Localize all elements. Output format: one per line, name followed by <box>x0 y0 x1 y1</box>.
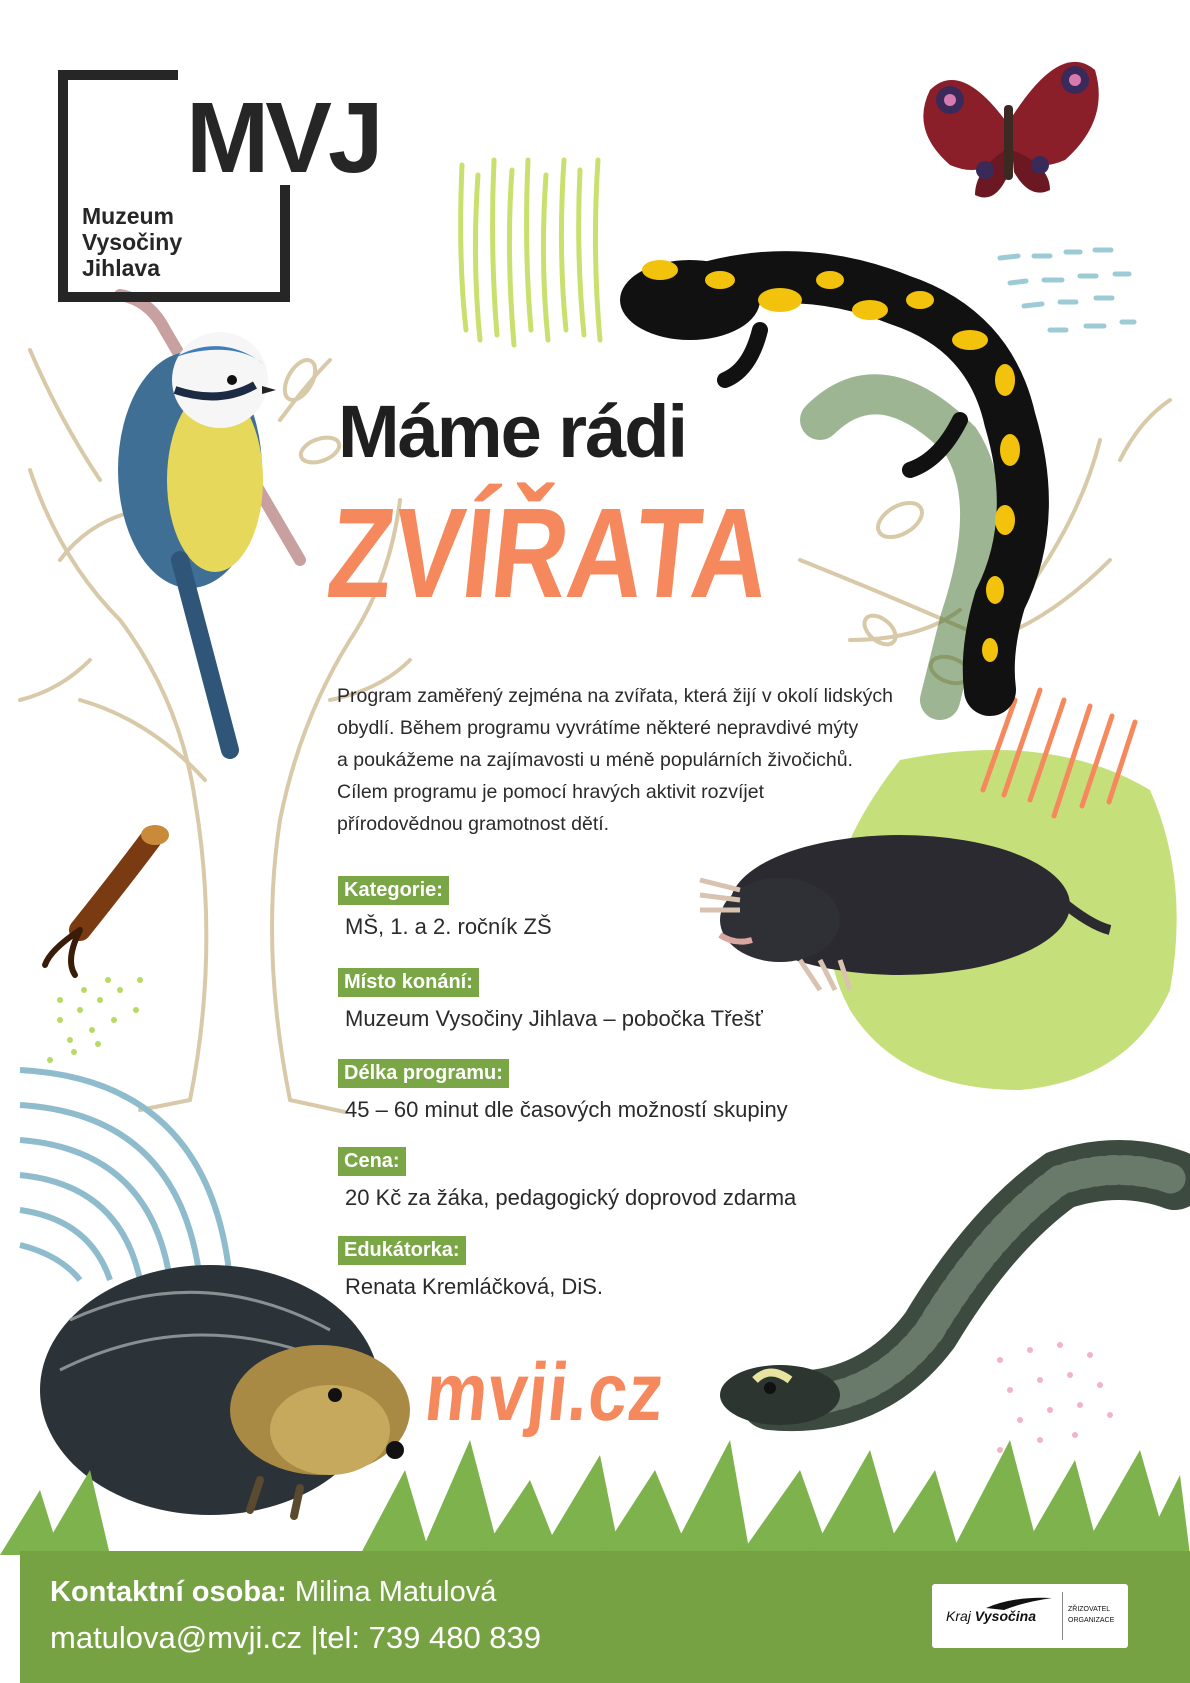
earwig-illustration <box>45 825 169 975</box>
contact-phone[interactable]: tel: 739 480 839 <box>318 1620 542 1655</box>
info-category <box>338 876 552 940</box>
category-label: Kategorie: <box>338 876 449 905</box>
info-place <box>338 968 763 1032</box>
founder-line: ZŘIZOVATEL <box>1068 1606 1111 1613</box>
price-label: Cena: <box>338 1147 406 1176</box>
description-line: Cílem programu je pomocí hravých aktivit rozvíjet <box>337 781 764 803</box>
info-duration <box>338 1059 788 1123</box>
duration-value: 45 – 60 minut dle časových možností skupiny <box>345 1097 788 1122</box>
description-line: a poukážeme na zajímavosti u méně populárních živočichů. <box>337 749 853 771</box>
blue-rings <box>20 1070 230 1280</box>
kraj-vysocina-logo <box>932 1584 1128 1648</box>
kraj-prefix: Kraj <box>946 1608 971 1624</box>
mvj-logo-mark: MVJ <box>186 82 380 194</box>
pink-dot-pattern <box>997 1342 1113 1453</box>
contact-email[interactable]: matulova@mvji.cz <box>50 1620 302 1655</box>
category-value: MŠ, 1. a 2. ročník ZŠ <box>345 914 552 939</box>
green-brush-strokes <box>461 160 600 345</box>
description-line: přírodovědnou gramotnost dětí. <box>337 813 610 835</box>
title-line-2: ZVÍŘATA <box>321 482 777 625</box>
price-value: 20 Kč za žáka, pedagogický doprovod zdarma <box>345 1185 797 1210</box>
blue-dash-pattern <box>1000 250 1134 330</box>
museum-name-line: Vysočiny <box>82 229 183 255</box>
contact-name: Milina Matulová <box>294 1576 497 1608</box>
contact-details <box>50 1620 541 1656</box>
kraj-name <box>946 1608 1036 1624</box>
hedgehog-illustration <box>40 1265 410 1516</box>
place-value: Muzeum Vysočiny Jihlava – pobočka Třešť <box>345 1006 763 1031</box>
educator-value: Renata Kremláčková, DiS. <box>345 1274 603 1299</box>
info-educator <box>338 1236 603 1300</box>
duration-label: Délka programu: <box>338 1059 509 1088</box>
blue-tit-illustration <box>118 295 300 750</box>
green-dot-pattern <box>47 977 143 1063</box>
butterfly-illustration <box>923 62 1098 198</box>
place-label: Místo konání: <box>338 968 479 997</box>
contact-separator: | <box>310 1620 319 1655</box>
program-description <box>337 680 937 840</box>
kraj-divider <box>1062 1592 1063 1640</box>
website-link[interactable]: mvji.cz <box>420 1347 669 1438</box>
contact-person <box>50 1576 496 1609</box>
educator-label: Edukátorka: <box>338 1236 466 1265</box>
contact-label: Kontaktní osoba: <box>50 1576 287 1608</box>
title-line-1: Máme rádi <box>338 390 687 473</box>
salamander-illustration <box>620 260 1023 700</box>
description-line: Program zaměřený zejména na zvířata, která žijí v okolí lidských <box>337 685 893 707</box>
founder-line: ORGANIZACE <box>1068 1617 1115 1624</box>
kraj-region: Vysočina <box>974 1608 1037 1624</box>
museum-name-line: Jihlava <box>82 255 160 281</box>
description-line: obydlí. Během programu vyvrátíme některé nepravdivé mýty <box>337 717 859 739</box>
founder-text <box>1068 1604 1126 1626</box>
info-price <box>338 1147 796 1211</box>
museum-name <box>82 203 232 281</box>
museum-name-line: Muzeum <box>82 203 174 229</box>
